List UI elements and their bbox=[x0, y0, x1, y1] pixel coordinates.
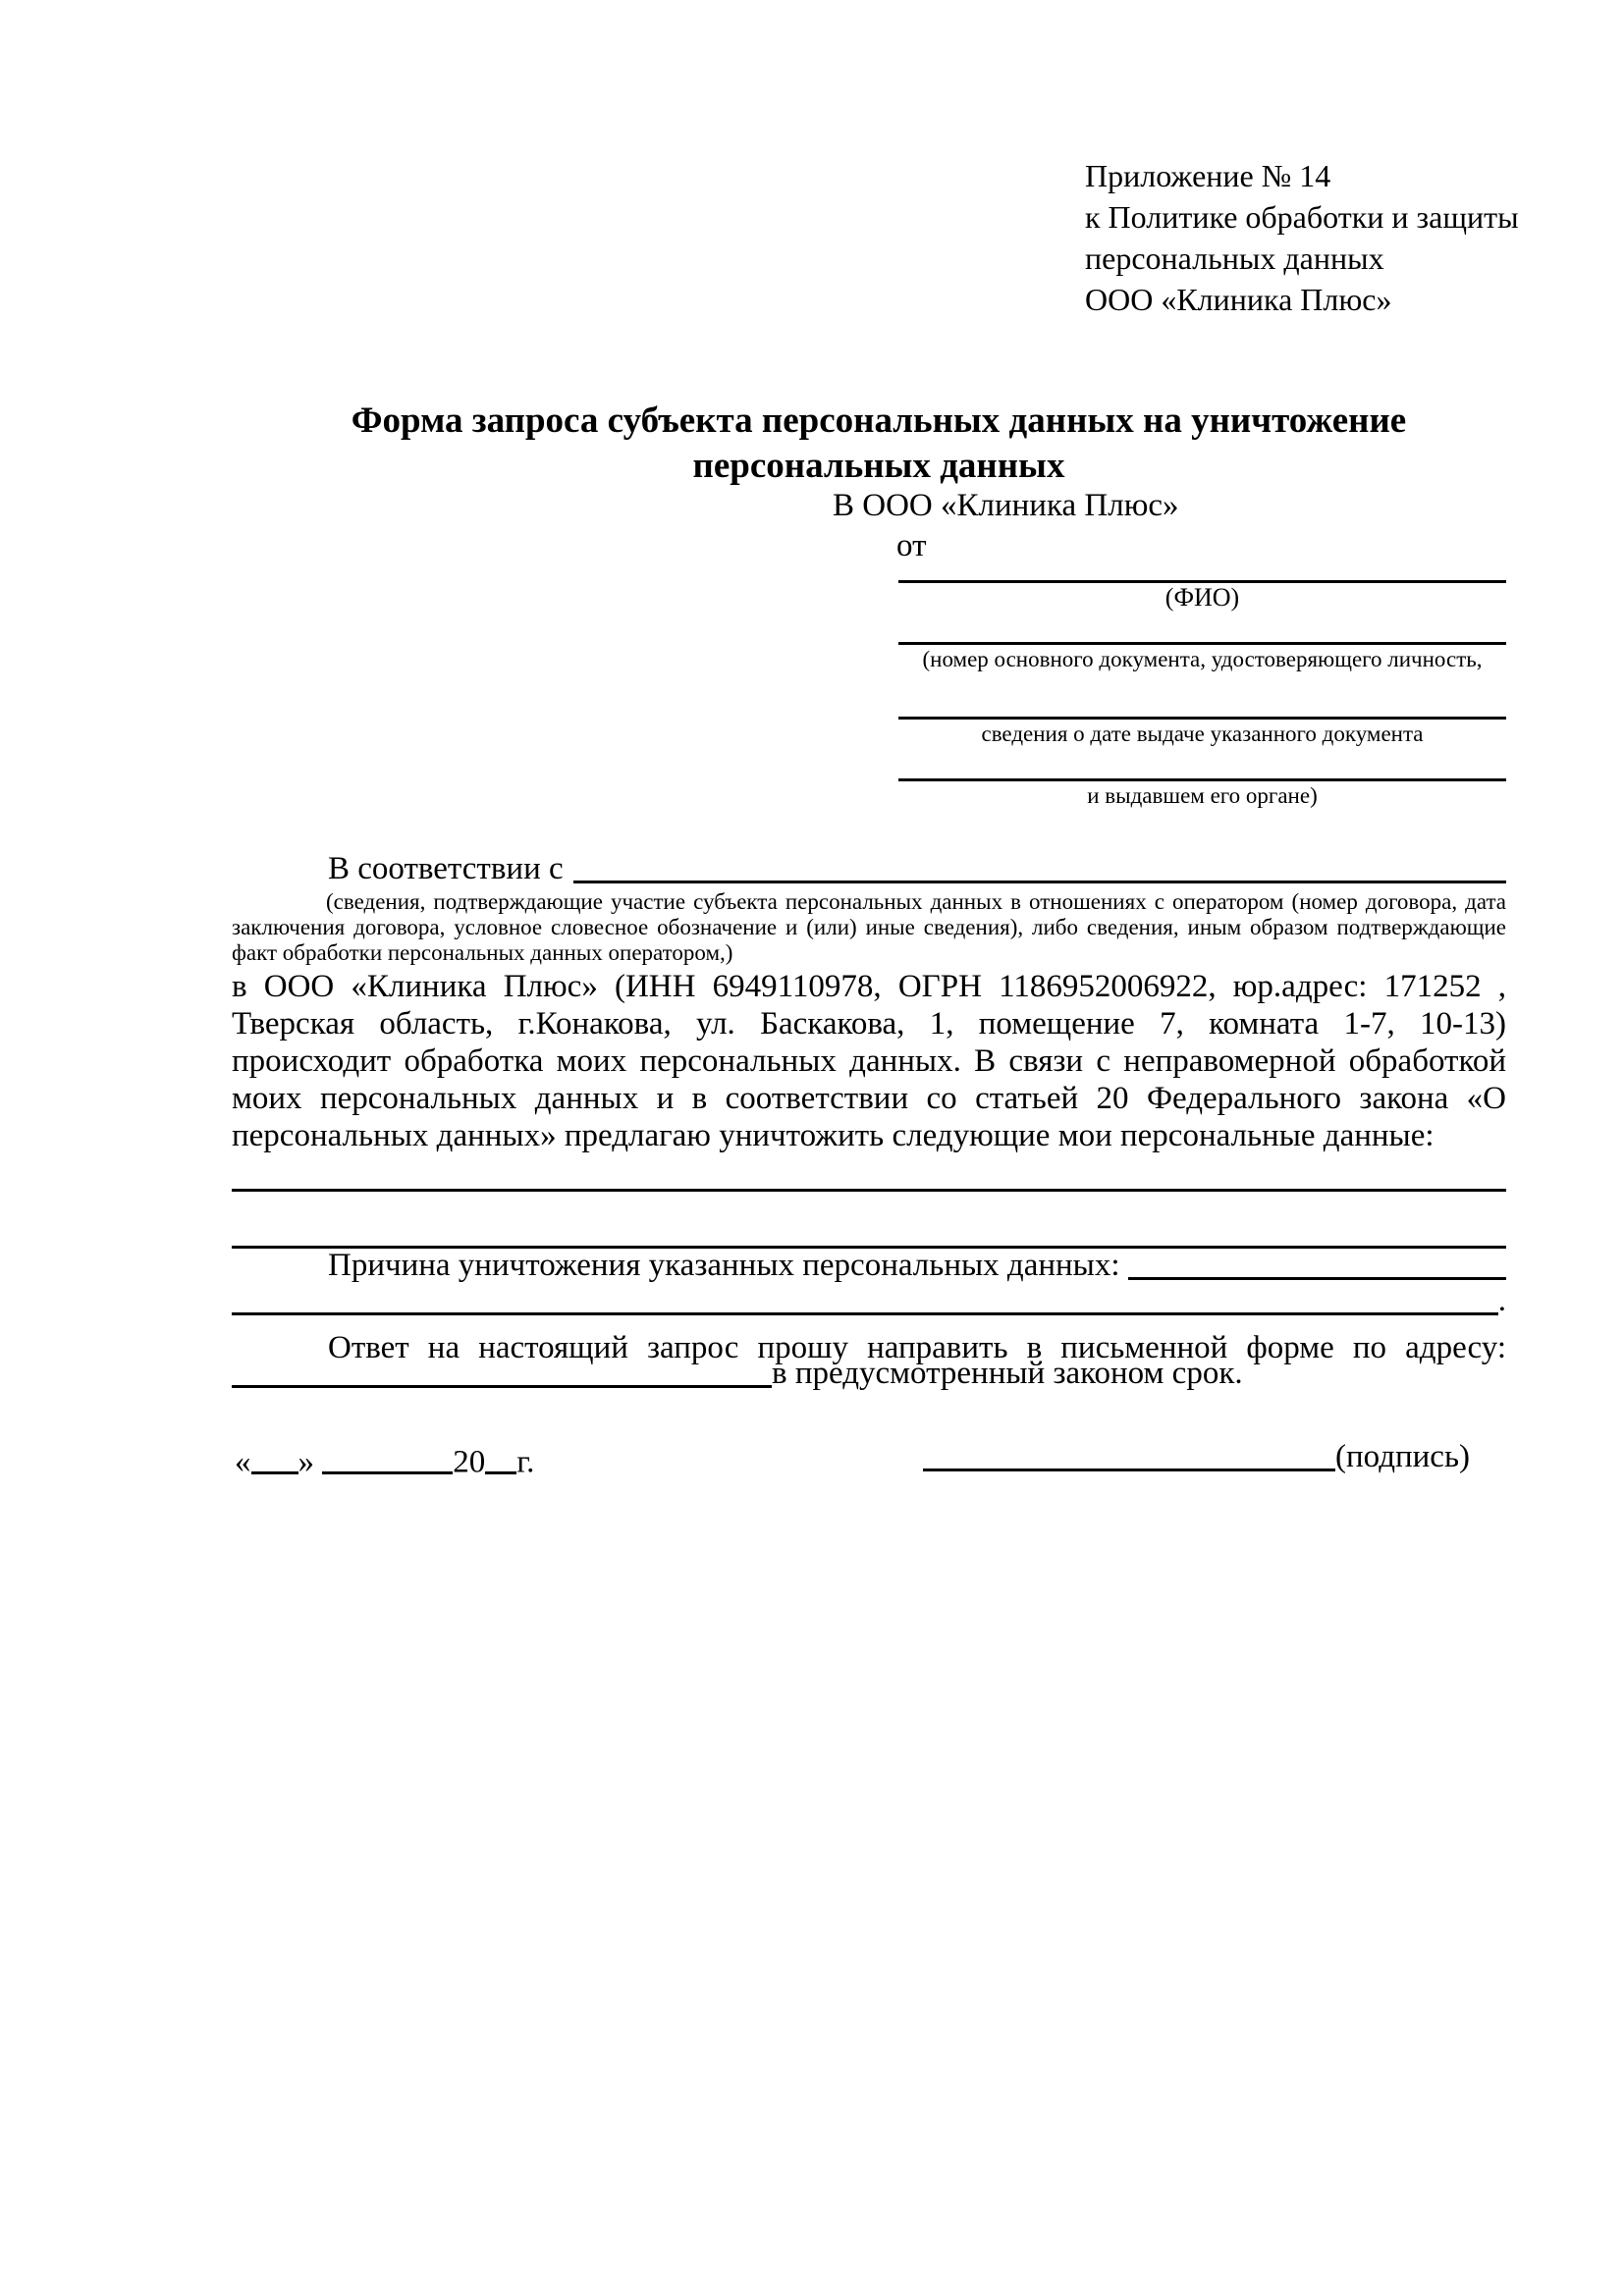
signature-blank-line bbox=[923, 1468, 1335, 1471]
reason-continuation-line bbox=[232, 1312, 1498, 1315]
body-paragraph: в ООО «Клиника Плюс» (ИНН 6949110978, ОГРН 1186952006922, юр.адрес: 171252 , Тверская область, г.Конакова, ул. Баскакова, 1, помещение 7, комната 1-7, 10-13) происходит обработка моих персональных данных. В связи с неправомерной обработкой моих персональных данных и в соответствии со статьей 20 Федерального закона «О персональных данных» предлагаю уничтожить следующие мои персональные данные: bbox=[232, 969, 1506, 1153]
from-label: от bbox=[896, 528, 927, 563]
reason-period: . bbox=[1497, 1283, 1506, 1318]
issue-date-blank-line bbox=[898, 717, 1506, 720]
year-prefix: 20 bbox=[453, 1444, 486, 1480]
doc-number-caption: (номер основного документа, удостоверяющего личность, bbox=[922, 647, 1483, 671]
fio-caption: (ФИО) bbox=[1164, 583, 1240, 612]
year-blank bbox=[485, 1446, 516, 1474]
data-blank-line-1 bbox=[232, 1189, 1506, 1192]
year-suffix: г. bbox=[516, 1444, 535, 1480]
date-open-quote: « bbox=[235, 1444, 251, 1480]
reason-label: Причина уничтожения указанных персональных данных: bbox=[328, 1248, 1120, 1283]
appendix-header-line: к Политике обработки и защиты bbox=[1085, 199, 1519, 235]
appendix-header bbox=[1085, 155, 1519, 320]
address-blank-line bbox=[232, 1385, 772, 1388]
form-title: Форма запроса субъекта персональных данных на уничтожение персональных данных bbox=[351, 400, 1407, 486]
doc-number-blank-line bbox=[898, 642, 1506, 645]
reason-blank-line bbox=[1128, 1277, 1506, 1280]
response-tail: в предусмотренный законом срок. bbox=[772, 1356, 1243, 1391]
address-row bbox=[232, 1356, 1243, 1392]
appendix-header-line: Приложение № 14 bbox=[1085, 158, 1331, 193]
signature-row bbox=[923, 1439, 1470, 1475]
issue-org-caption: и выдавшем его органе) bbox=[1087, 783, 1318, 808]
signature-caption: (подпись) bbox=[1335, 1439, 1470, 1474]
accordance-row bbox=[328, 850, 1506, 887]
month-blank bbox=[322, 1446, 453, 1474]
appendix-header-line: персональных данных bbox=[1085, 240, 1384, 276]
issue-date-caption: сведения о дате выдаче указанного документа bbox=[981, 721, 1424, 746]
date-line bbox=[235, 1443, 534, 1480]
response-sentence: Ответ на настоящий запрос прошу направить в письменной форме по адресу: bbox=[328, 1330, 1506, 1365]
reason-continuation-row bbox=[232, 1283, 1506, 1319]
appendix-header-line: ООО «Клиника Плюс» bbox=[1085, 282, 1392, 317]
accordance-blank-line bbox=[573, 881, 1506, 883]
day-blank bbox=[251, 1446, 298, 1474]
accordance-note: (сведения, подтверждающие участие субъекта персональных данных в отношениях с оператором (номер договора, дата заключения договора, условное словесное обозначение и (или) иные сведения), либо сведения, иным образом подтверждающие факт обработки персональных данных оператором,) bbox=[232, 889, 1506, 965]
addressee-line: В ООО «Клиника Плюс» bbox=[833, 488, 1179, 523]
accordance-lead: В соответствии с bbox=[328, 851, 564, 886]
date-close-quote: » bbox=[298, 1444, 314, 1480]
issue-org-blank-line bbox=[898, 778, 1506, 781]
reason-row bbox=[328, 1249, 1506, 1284]
